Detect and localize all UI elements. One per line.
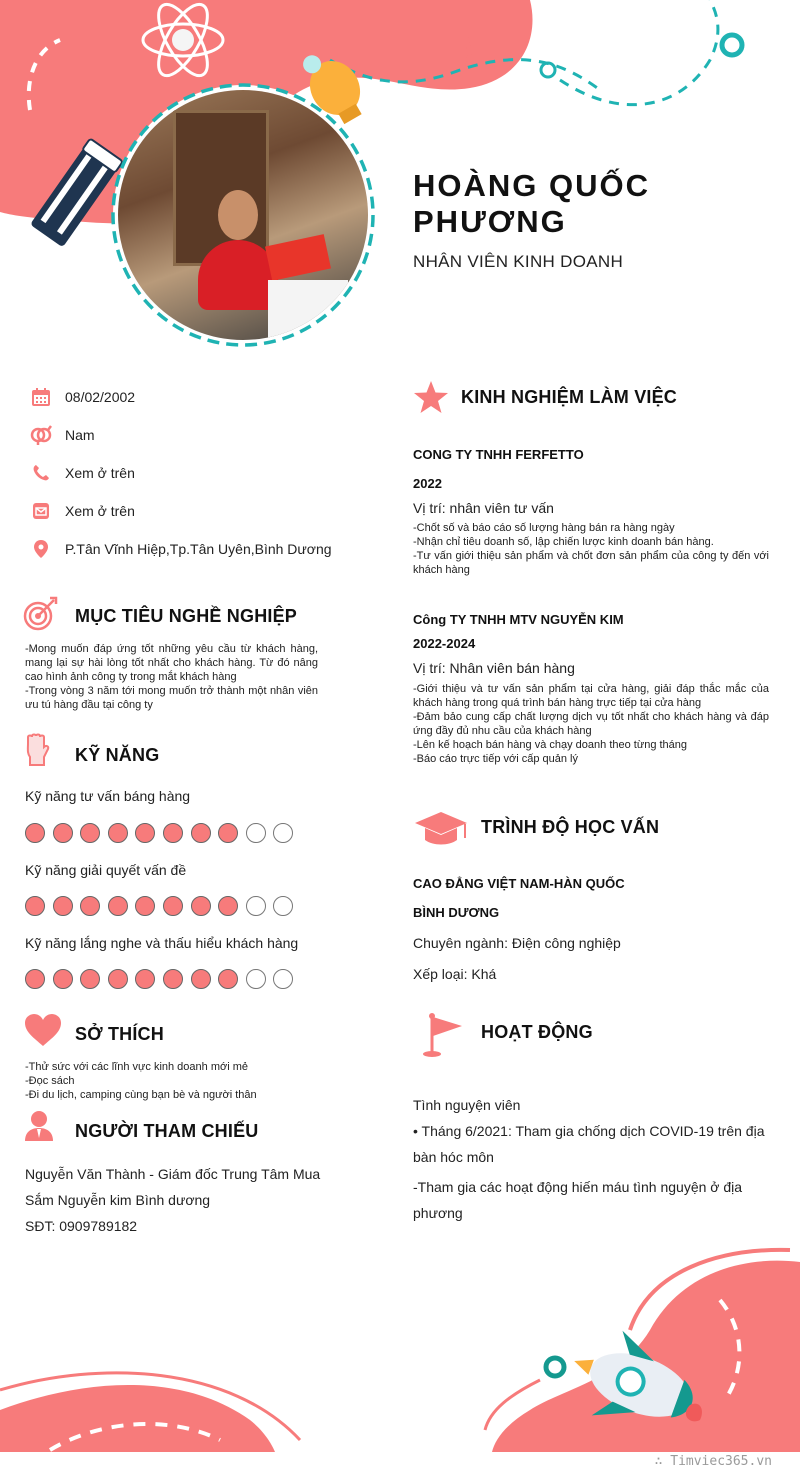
calendar-icon [30, 386, 52, 408]
hobby-item: -Đi du lịch, camping cùng bạn bè và người thân [25, 1089, 257, 1101]
rating-dot-empty [273, 969, 293, 989]
objective-title: MỤC TIÊU NGHỀ NGHIỆP [75, 606, 298, 626]
job-title: NHÂN VIÊN KINH DOANH [413, 252, 624, 271]
references-title: NGƯỜI THAM CHIẾU [75, 1121, 259, 1141]
skill-name: Kỹ năng lắng nghe và thấu hiểu khách hàng [25, 935, 299, 951]
company-name: Công TY TNHH MTV NGUYỄN KIM [413, 612, 624, 627]
profile-photo [118, 90, 368, 340]
name-line-2: PHƯƠNG [413, 204, 567, 239]
target-icon [22, 596, 58, 637]
objective-line: -Trong vòng 3 năm tới mong muốn trở thành một nhân viên ưu tú hàng đầu tại công ty [25, 685, 318, 711]
flag-icon [420, 1012, 464, 1063]
reference-line: SĐT: 0909789182 [25, 1218, 138, 1234]
activities-title: HOẠT ĐỘNG [481, 1022, 593, 1042]
rating-dot-filled [108, 823, 128, 843]
activity-line: -Tham gia các hoạt động hiến máu tình nguyện ở địa [413, 1179, 743, 1195]
rating-dot-filled [80, 823, 100, 843]
duty-item: -Báo cáo trực tiếp với cấp quản lý [413, 753, 578, 765]
rating-dot-empty [246, 896, 266, 916]
objective-line: -Mong muốn đáp ứng tốt những yêu cầu từ khách hàng, mang lại sự hài lòng tốt nhất cho khách hàng. Từ đó nâng cao hình ảnh công ty trong mắt khách hàng [25, 643, 318, 683]
job-position: Vị trí: Nhân viên bán hàng [413, 660, 575, 676]
rating-dot-empty [246, 969, 266, 989]
birthdate-value: 08/02/2002 [65, 389, 136, 405]
skill-rating [25, 969, 293, 989]
education-grade: Xếp loại: Khá [413, 966, 497, 982]
graduation-cap-icon [413, 810, 469, 851]
address-value: P.Tân Vĩnh Hiệp,Tp.Tân Uyên,Bình Dương [65, 541, 332, 557]
contact-email [30, 498, 135, 524]
rating-dot-filled [191, 823, 211, 843]
education-title: TRÌNH ĐỘ HỌC VẤN [481, 817, 660, 837]
duty-item: -Lên kế hoạch bán hàng và chạy doanh theo từng tháng [413, 739, 688, 751]
rating-dot-filled [163, 969, 183, 989]
job-period: 2022-2024 [413, 636, 476, 651]
rating-dot-filled [108, 896, 128, 916]
duty-item: -Chốt số và báo cáo số lượng hàng bán ra hàng ngày [413, 522, 675, 534]
duty-item: -Đảm bảo cung cấp chất lượng dịch vụ tốt nhất cho khách hàng và đáp ứng đầy đủ nhu cầu của khách hàng [413, 711, 769, 737]
skill-rating [25, 896, 293, 916]
reference-line: Sắm Nguyễn kim Bình dương [25, 1192, 211, 1208]
duty-item: -Tư vấn giới thiệu sản phẩm và chốt đơn sản phẩm của công ty đến với khách hàng [413, 550, 769, 576]
school-name-line-1: CAO ĐẲNG VIỆT NAM-HÀN QUỐC [413, 876, 625, 891]
location-icon [30, 538, 52, 560]
rating-dot-filled [25, 896, 45, 916]
rating-dot-filled [218, 969, 238, 989]
rating-dot-filled [135, 823, 155, 843]
activity-line: phương [413, 1205, 463, 1221]
activities-list [413, 1092, 773, 1226]
education-major: Chuyên ngành: Điện công nghiệp [413, 935, 621, 951]
email-icon [30, 500, 52, 522]
rating-dot-empty [273, 823, 293, 843]
job-position: Vị trí: nhân viên tư vấn [413, 500, 554, 516]
rating-dot-filled [80, 896, 100, 916]
rating-dot-filled [135, 969, 155, 989]
job-period: 2022 [413, 476, 442, 491]
rating-dot-filled [80, 969, 100, 989]
activity-line: Tình nguyện viên [413, 1097, 521, 1113]
fist-icon [24, 733, 50, 772]
rating-dot-filled [53, 823, 73, 843]
contact-gender [30, 422, 95, 448]
rating-dot-filled [25, 969, 45, 989]
rating-dot-empty [273, 896, 293, 916]
contact-phone [30, 460, 135, 486]
reference-details [25, 1161, 320, 1239]
contact-address [30, 536, 332, 562]
hobbies-title: SỞ THÍCH [75, 1024, 164, 1044]
contact-birthdate [30, 384, 135, 410]
skills-title: KỸ NĂNG [75, 745, 160, 765]
company-name: CONG TY TNHH FERFETTO [413, 447, 584, 462]
phone-value: Xem ở trên [65, 465, 135, 481]
reference-line: Nguyễn Văn Thành - Giám đốc Trung Tâm Mua [25, 1166, 321, 1182]
person-icon [24, 1110, 54, 1147]
activity-line: • Tháng 6/2021: Tham gia chống dịch COVID-19 trên địa [413, 1123, 765, 1139]
star-icon [413, 380, 449, 419]
duty-item: -Nhận chỉ tiêu doanh số, lập chiến lược kinh doanh bán hàng. [413, 536, 714, 548]
name-line-1: HOÀNG QUỐC [413, 168, 650, 203]
watermark: ∴ Timviec365.vn [654, 1454, 772, 1469]
rating-dot-filled [135, 896, 155, 916]
phone-icon [30, 462, 52, 484]
rating-dot-filled [191, 896, 211, 916]
rating-dot-filled [191, 969, 211, 989]
job-duties [413, 682, 769, 766]
experience-title: KINH NGHIỆM LÀM VIỆC [461, 387, 678, 407]
duty-item: -Giới thiệu và tư vấn sản phẩm tại cửa hàng, giải đáp thắc mắc của khách hàng trong quá trình bán hàng trực tiếp tại cửa hàng [413, 683, 769, 709]
hobby-item: -Thử sức với các lĩnh vực kinh doanh mới mẻ [25, 1061, 248, 1073]
objective-text [25, 642, 318, 712]
gender-icon [30, 424, 52, 446]
gender-value: Nam [65, 427, 95, 443]
rating-dot-filled [53, 896, 73, 916]
skill-name: Kỹ năng giải quyết vấn đề [25, 862, 187, 878]
school-name-line-2: BÌNH DƯƠNG [413, 905, 500, 920]
rating-dot-filled [25, 823, 45, 843]
rating-dot-filled [163, 896, 183, 916]
job-duties [413, 521, 769, 577]
email-value: Xem ở trên [65, 503, 135, 519]
rating-dot-filled [108, 969, 128, 989]
rating-dot-filled [53, 969, 73, 989]
skill-rating [25, 823, 293, 843]
heart-icon [24, 1013, 62, 1052]
rating-dot-empty [246, 823, 266, 843]
candidate-name [413, 168, 773, 240]
hobby-item: -Đọc sách [25, 1075, 75, 1087]
rating-dot-filled [218, 823, 238, 843]
rating-dot-filled [163, 823, 183, 843]
rating-dot-filled [218, 896, 238, 916]
hobbies-list [25, 1060, 325, 1102]
skill-name: Kỹ năng tư vấn báng hàng [25, 788, 191, 804]
activity-line: bàn hóc môn [413, 1149, 494, 1165]
